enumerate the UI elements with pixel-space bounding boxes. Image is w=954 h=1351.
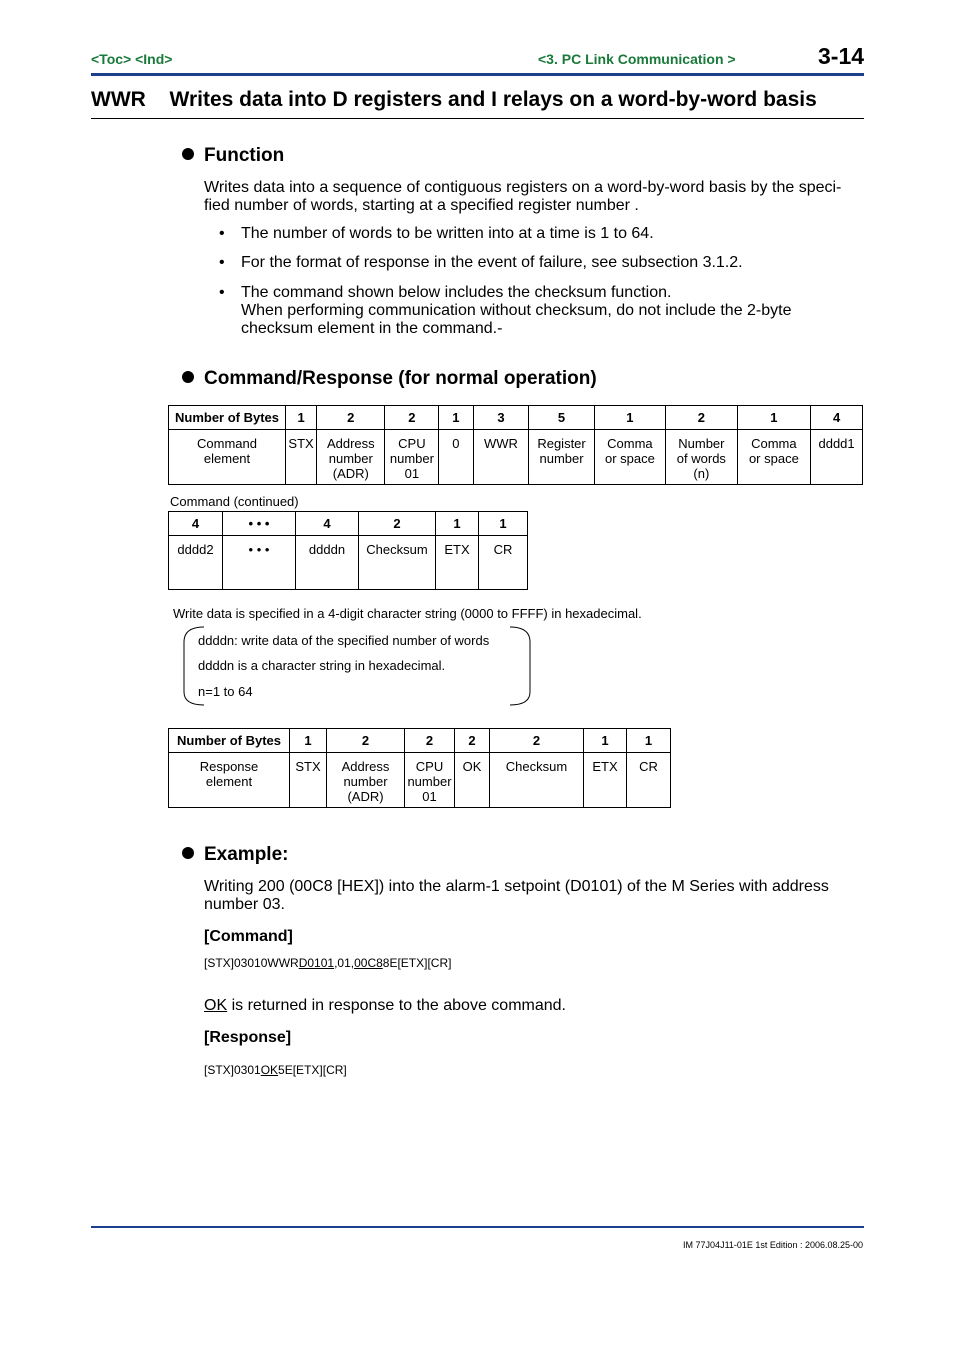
function-heading: Function: [182, 145, 284, 167]
element-cell: WWR: [473, 430, 529, 485]
byte-cell: 1: [436, 512, 479, 536]
element-cell: CR: [627, 753, 671, 808]
function-bullet-2: • For the format of response in the event of failure, see subsection 3.1.2.: [219, 254, 743, 271]
byte-cell: 4: [169, 512, 223, 536]
byte-cell: 4: [296, 512, 359, 536]
element-cell: ETX: [584, 753, 627, 808]
header-rule: [91, 73, 864, 76]
footer-rule: [91, 1226, 864, 1228]
byte-cell: 2: [405, 729, 455, 753]
command-continued-table: [168, 511, 528, 590]
toc-link[interactable]: <Toc>: [91, 51, 132, 67]
command-element-row: [169, 430, 863, 485]
example-command-string: [STX]03010WWRD0101,01,00C88E[ETX][CR]: [204, 956, 452, 970]
example-heading: Example:: [182, 844, 288, 866]
ok-sentence: OK is returned in response to the above command.: [204, 997, 566, 1014]
bullet-dot-icon: [182, 847, 194, 859]
element-cell: CR: [479, 536, 528, 590]
element-cell: Comma or space: [594, 430, 665, 485]
element-cell: ddddn: [296, 536, 359, 590]
example-response-string: [STX]0301OK5E[ETX][CR]: [204, 1063, 347, 1077]
header-nav-links: [91, 51, 172, 67]
byte-cell: 3: [473, 406, 529, 430]
function-bullet-1: • The number of words to be written into at a time is 1 to 64.: [219, 225, 654, 242]
title-command: WWR: [91, 88, 146, 111]
element-cell: Number of words (n): [666, 430, 737, 485]
byte-cell: 2: [359, 512, 436, 536]
element-cell: Register number: [529, 430, 594, 485]
element-cell: dddd1: [811, 430, 863, 485]
command-bytes-row: [169, 406, 863, 430]
function-paragraph: Writes data into a sequence of contiguous registers on a word-by-word basis by the speci- fied number of words, starting at a specified register number .: [204, 179, 842, 214]
element-cell: STX: [290, 753, 327, 808]
bytes-header-label: Number of Bytes: [169, 406, 286, 430]
bytes-header-label: Number of Bytes: [169, 729, 290, 753]
element-cell: STX: [286, 430, 317, 485]
element-cell: Address number (ADR): [317, 430, 385, 485]
element-cell: 0: [439, 430, 473, 485]
page-number: 3-14: [818, 43, 865, 69]
byte-cell: 5: [529, 406, 594, 430]
response-subheading: [Response]: [204, 1029, 292, 1046]
section-link[interactable]: <3. PC Link Communication >: [538, 51, 736, 67]
byte-cell: 2: [666, 406, 737, 430]
command-table: [168, 405, 863, 485]
cmdresp-heading: Command/Response (for normal operation): [182, 368, 597, 390]
bullet-dot-icon: [182, 371, 194, 383]
title-rule: [91, 118, 864, 119]
response-element-label: Response element: [169, 753, 290, 808]
command-continued-label: Command (continued): [170, 494, 299, 509]
byte-cell: 2: [327, 729, 405, 753]
response-element-row: [169, 753, 671, 808]
function-bullet-3: • The command shown below includes the checksum function. When performing communication without checksum, do not include the 2-byte checksum element in the command.-: [219, 284, 792, 337]
byte-cell: 4: [811, 406, 863, 430]
element-cell: CPU number 01: [405, 753, 455, 808]
byte-cell: 2: [317, 406, 385, 430]
byte-cell: 1: [737, 406, 811, 430]
command-subheading: [Command]: [204, 928, 293, 945]
element-cell: CPU number 01: [385, 430, 439, 485]
element-cell: ETX: [436, 536, 479, 590]
byte-cell: 1: [584, 729, 627, 753]
byte-cell: 1: [479, 512, 528, 536]
byte-cell: • • •: [223, 512, 296, 536]
byte-cell: 2: [490, 729, 584, 753]
element-cell: Checksum: [359, 536, 436, 590]
note-line-2: ddddn is a character string in hexadecimal.: [198, 658, 446, 673]
byte-cell: 1: [594, 406, 665, 430]
page-title: [91, 88, 817, 112]
ind-link[interactable]: <Ind>: [135, 51, 173, 67]
bullet-dot-icon: [182, 148, 194, 160]
element-cell: Checksum: [490, 753, 584, 808]
byte-cell: 2: [455, 729, 490, 753]
continued-element-row: [169, 536, 528, 590]
example-paragraph: Writing 200 (00C8 [HEX]) into the alarm-1 setpoint (D0101) of the M Series with address number 03.: [204, 878, 829, 913]
element-cell: OK: [455, 753, 490, 808]
element-cell: • • •: [223, 536, 296, 590]
byte-cell: 1: [627, 729, 671, 753]
note-line-3: n=1 to 64: [198, 684, 253, 699]
byte-cell: 1: [439, 406, 473, 430]
element-cell: Comma or space: [737, 430, 811, 485]
byte-cell: 1: [286, 406, 317, 430]
command-element-label: Command element: [169, 430, 286, 485]
response-table: [168, 728, 671, 808]
byte-cell: 1: [290, 729, 327, 753]
response-bytes-row: [169, 729, 671, 753]
byte-cell: 2: [385, 406, 439, 430]
continued-bytes-row: [169, 512, 528, 536]
element-cell: Address number (ADR): [327, 753, 405, 808]
footer-text: IM 77J04J11-01E 1st Edition : 2006.08.25-00: [683, 1240, 863, 1250]
element-cell: dddd2: [169, 536, 223, 590]
title-text: Writes data into D registers and I relays on a word-by-word basis: [169, 88, 817, 111]
note-line-1: ddddn: write data of the specified number of words: [198, 633, 490, 648]
write-data-note: Write data is specified in a 4-digit character string (0000 to FFFF) in hexadecimal.: [173, 606, 642, 621]
